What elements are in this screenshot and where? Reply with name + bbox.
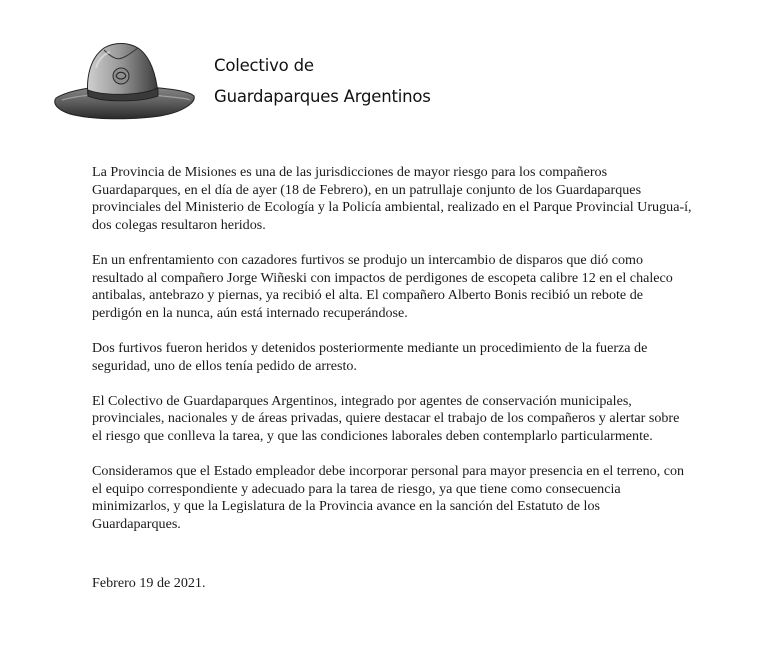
- statement-body: [92, 164, 692, 551]
- paragraph-collective: El Colectivo de Guardaparques Argentinos, integrado por agentes de conservación municipales, provinciales, nacionales y de áreas privadas, quiere destacar el trabajo de los compañeros y alertar sobre el riesgo que conlleva la tarea, y que las condiciones laborales deben contemplarlo particularmente.: [92, 392, 680, 444]
- organization-name: [214, 50, 431, 112]
- paragraph-confrontation: En un enfrentamiento con cazadores furtivos se produjo un intercambio de disparos que dió como resultado al compañero Jorge Wiñeski con impactos de perdigones de escopeta calibre 12 en el chaleco antibalas, antebrazo y piernas, ya recibió el alta. El compañero Alberto Bonis recibió un rebote de perdigón en la nunca, aún está internado recuperándose.: [92, 251, 673, 321]
- statement-date: Febrero 19 de 2021.: [92, 575, 206, 591]
- paragraph-incident: La Provincia de Misiones es una de las jurisdicciones de mayor riesgo para los compañeros Guardaparques, en el día de ayer (18 de Febrero), en un patrullaje conjunto de los Guardaparques provinciales del Ministerio de Ecología y la Policía ambiental, realizado en el Parque Provincial Urugua-í, dos colegas resultaron heridos.: [92, 164, 692, 233]
- paragraph-demands: Consideramos que el Estado empleador debe incorporar personal para mayor presencia en el terreno, con el equipo correspondiente y adecuado para la tarea de riesgo, ya que tiene como consecuencia minimizarlos, y que la Legislatura de la Provincia avance en la sanción del Estatuto de los Guardaparques.: [92, 463, 685, 532]
- ranger-hat-icon: [52, 38, 198, 122]
- organization-name-line-1: Colectivo de: [214, 56, 314, 75]
- letterhead: [0, 0, 768, 140]
- organization-name-line-2: Guardaparques Argentinos: [214, 87, 431, 106]
- paragraph-poachers: Dos furtivos fueron heridos y detenidos posteriormente mediante un procedimiento de la fuerza de seguridad, uno de ellos tenía pedido de arresto.: [92, 339, 648, 374]
